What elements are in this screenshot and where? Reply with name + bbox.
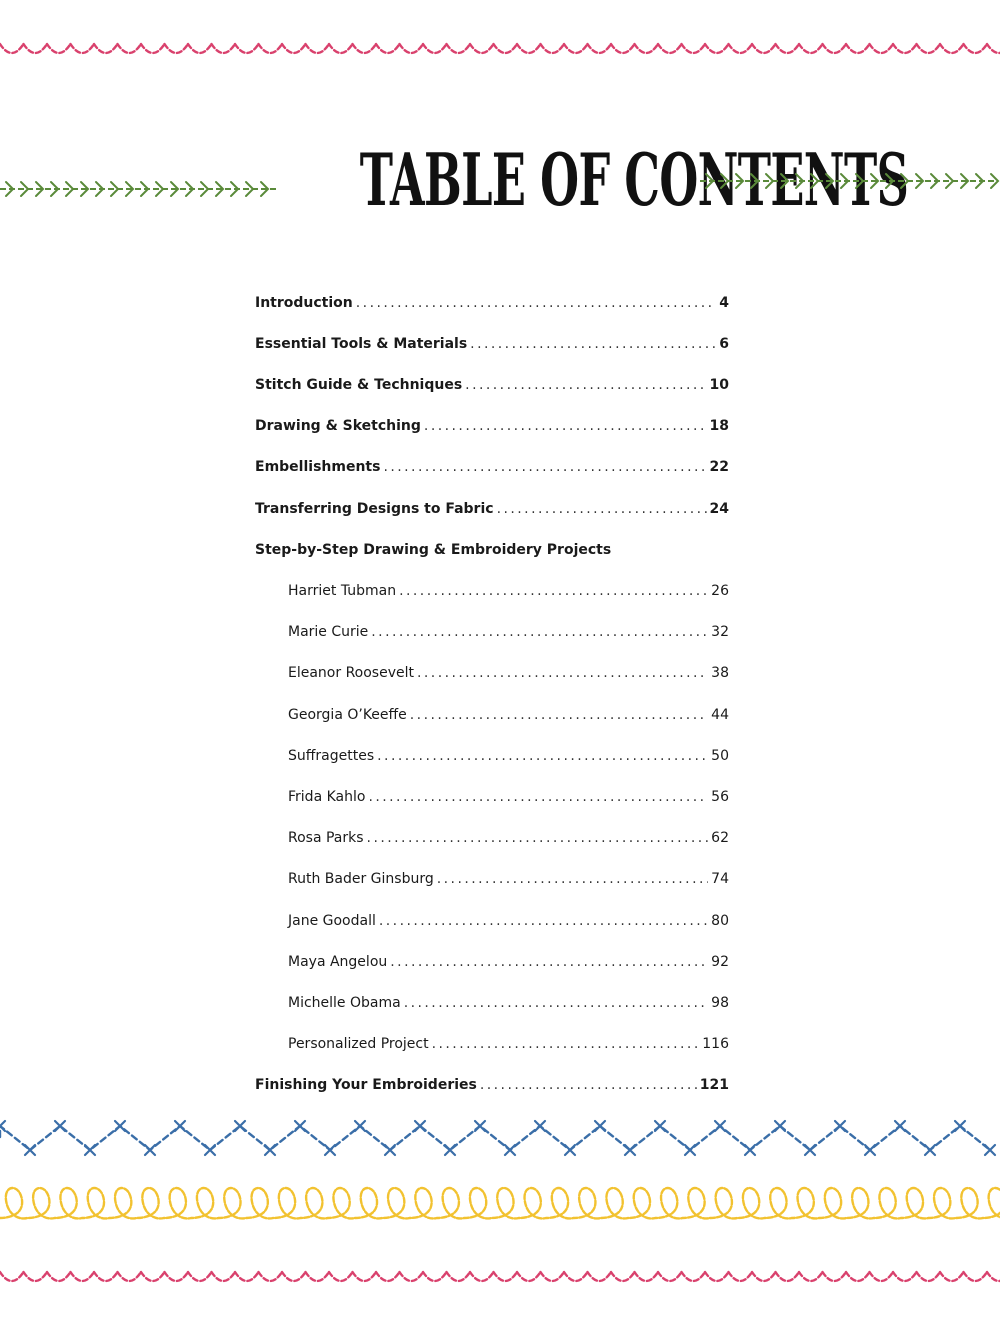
toc-entry	[255, 364, 729, 405]
toc-entry-page: 44	[711, 706, 729, 723]
toc-entry-label: Marie Curie	[288, 624, 369, 641]
toc-entry	[288, 570, 729, 611]
toc-entry	[255, 323, 729, 364]
dot-leader	[480, 1075, 697, 1095]
toc-entry-label: Finishing Your Embroideries	[255, 1077, 477, 1094]
dot-leader	[465, 375, 706, 395]
toc-entry	[255, 406, 729, 447]
toc-entry	[288, 735, 729, 776]
toc-entry	[288, 859, 729, 900]
toc-entry-page: 6	[719, 335, 729, 352]
blue-zigzag-stitch-border	[0, 1112, 1000, 1162]
toc-entry-label: Drawing & Sketching	[255, 418, 421, 435]
toc-entry-label: Jane Goodall	[288, 912, 376, 929]
toc-entry-page: 116	[702, 1036, 729, 1053]
dot-leader	[367, 828, 709, 848]
toc-entry-label: Frida Kahlo	[288, 788, 366, 805]
toc-entry-label: Personalized Project	[288, 1036, 429, 1053]
toc-entry-label: Stitch Guide & Techniques	[255, 376, 463, 393]
toc-entry-page: 98	[711, 994, 729, 1011]
toc-entry	[255, 282, 729, 323]
toc-entry-label: Michelle Obama	[288, 994, 401, 1011]
toc-entry-label: Suffragettes	[288, 747, 375, 764]
dot-leader	[377, 746, 708, 766]
dot-leader	[383, 457, 706, 477]
toc-entry-page: 62	[711, 830, 729, 847]
yellow-loop-stitch-border	[0, 1182, 1000, 1228]
toc-entry-page: 74	[711, 871, 729, 888]
dot-leader	[410, 705, 708, 725]
dot-leader	[417, 663, 708, 683]
toc-entry	[255, 529, 729, 570]
toc-entry-label: Eleanor Roosevelt	[288, 665, 414, 682]
toc-entry-page: 121	[699, 1077, 729, 1094]
toc-entry-page: 80	[711, 912, 729, 929]
green-arrow-stitch-left	[0, 176, 280, 202]
green-arrow-stitch-right	[700, 168, 1000, 194]
toc-entry-page: 4	[719, 294, 729, 311]
toc-entry	[288, 900, 729, 941]
dot-leader	[356, 293, 716, 313]
toc-entry-page: 38	[711, 665, 729, 682]
toc-entry-label: Step-by-Step Drawing & Embroidery Projects	[255, 541, 612, 558]
dot-leader	[470, 334, 716, 354]
dot-leader	[404, 993, 708, 1013]
dot-leader	[399, 581, 708, 601]
dot-leader	[424, 416, 707, 436]
toc-entry-page: 26	[711, 582, 729, 599]
toc-entry	[288, 1024, 729, 1065]
toc-entry-label: Transferring Designs to Fabric	[255, 500, 494, 517]
pink-scallop-stitch-border-bottom	[0, 1264, 1000, 1294]
toc-entry-label: Embellishments	[255, 459, 381, 476]
pink-scallop-stitch-border-top	[0, 36, 1000, 66]
dot-leader	[390, 952, 708, 972]
toc-entry-page: 50	[711, 747, 729, 764]
toc-entry-page: 10	[709, 376, 729, 393]
toc-entry	[288, 776, 729, 817]
toc-entry-page: 24	[709, 500, 729, 517]
toc-entry	[288, 941, 729, 982]
toc-entry-page: 32	[711, 624, 729, 641]
toc-entry	[288, 612, 729, 653]
toc-entry-label: Rosa Parks	[288, 830, 364, 847]
toc-entry-page: 22	[709, 459, 729, 476]
toc-entry	[255, 447, 729, 488]
dot-leader	[379, 911, 708, 931]
dot-leader	[497, 499, 707, 519]
dot-leader	[432, 1034, 700, 1054]
toc-entry	[255, 1065, 729, 1106]
toc-entry-label: Introduction	[255, 294, 353, 311]
toc-entry-label: Essential Tools & Materials	[255, 335, 468, 352]
toc-entry-page: 92	[711, 953, 729, 970]
toc-entry-label: Georgia O’Keeffe	[288, 706, 407, 723]
dot-leader	[368, 787, 708, 807]
dot-leader	[371, 622, 708, 642]
page-title: TABLE OF CONTENTS	[359, 137, 909, 222]
toc-entry-page: 56	[711, 788, 729, 805]
toc-entry	[255, 488, 729, 529]
toc-entry-label: Ruth Bader Ginsburg	[288, 871, 434, 888]
toc-entry	[288, 818, 729, 859]
toc-entry-page: 18	[709, 418, 729, 435]
toc-entry	[288, 653, 729, 694]
toc-entry	[288, 982, 729, 1023]
dot-leader	[437, 869, 708, 889]
toc-entry-label: Maya Angelou	[288, 953, 388, 970]
toc-entry	[288, 694, 729, 735]
toc-entry-label: Harriet Tubman	[288, 582, 397, 599]
